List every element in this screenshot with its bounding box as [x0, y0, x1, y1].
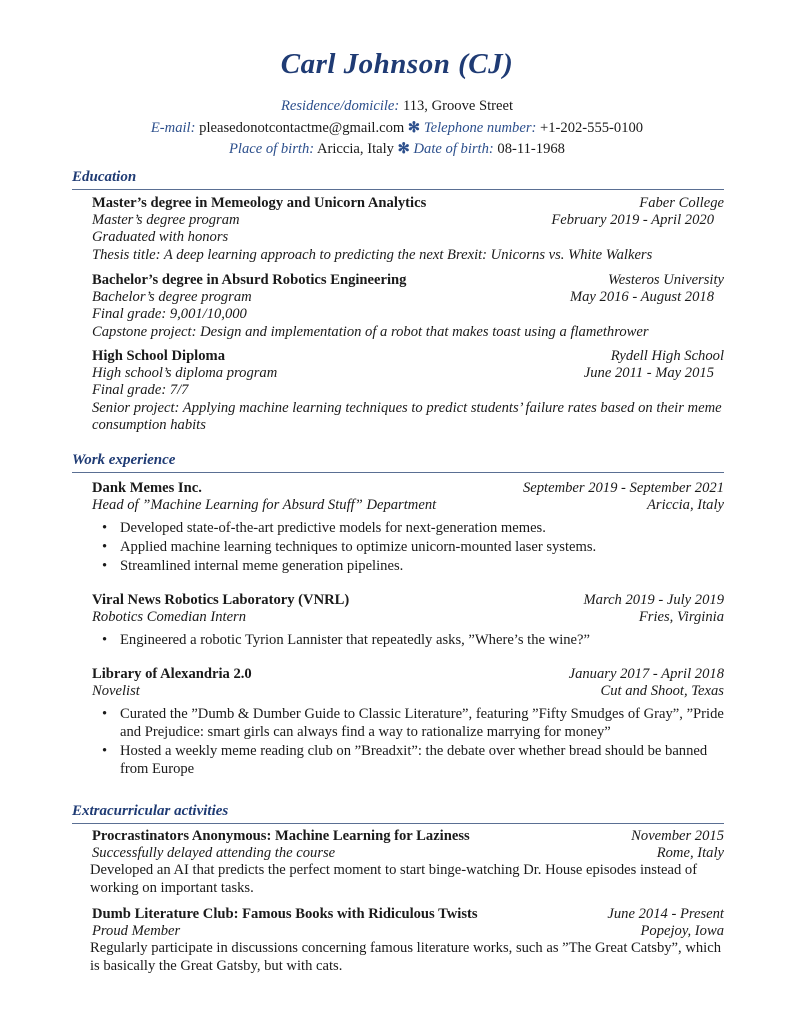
- activity-description: Developed an AI that predicts the perfect moment to start binge-watching Dr. House episodes instead of working on important tasks.: [90, 862, 698, 896]
- program: Master’s degree program: [92, 212, 240, 229]
- dates: February 2019 - April 2020: [551, 212, 714, 229]
- education-detail: Thesis title: A deep learning approach to predicting the next Brexit: Unicorns vs. White Walkers: [92, 246, 653, 263]
- location: Cut and Shoot, Texas: [600, 683, 724, 700]
- education-detail: Graduated with honors: [92, 229, 229, 246]
- bullet-item: • Hosted a weekly meme reading club on ”Breadxit”: the debate over whether bread should be banned from Europe: [120, 742, 724, 778]
- bullet-list: [92, 631, 724, 650]
- work-entry: [92, 666, 724, 779]
- birthdate-label: Date of birth:: [413, 141, 494, 157]
- entry-row: [92, 592, 724, 609]
- program: Bachelor’s degree program: [92, 289, 252, 306]
- degree-title: Master’s degree in Memeology and Unicorn Analytics: [92, 195, 427, 211]
- birthplace-label: Place of birth:: [229, 141, 315, 157]
- extracurricular-section: [72, 802, 724, 824]
- role: Head of ”Machine Learning for Absurd Stuff” Department: [92, 497, 437, 514]
- birth-line: [0, 139, 794, 160]
- dates: March 2019 - July 2019: [583, 592, 724, 608]
- location: Ariccia, Italy: [647, 497, 724, 514]
- dates: June 2011 - May 2015: [583, 365, 714, 382]
- residence-line: [0, 96, 794, 117]
- phone-label: Telephone number:: [423, 120, 537, 136]
- degree-title: Bachelor’s degree in Absurd Robotics Engineering: [92, 272, 407, 288]
- entry-row: [92, 365, 724, 382]
- entry-row: [92, 609, 724, 626]
- email-phone-line: [0, 118, 794, 139]
- role: Successfully delayed attending the course: [92, 845, 336, 862]
- dates: May 2016 - August 2018: [569, 289, 714, 306]
- location: Fries, Virginia: [638, 609, 724, 626]
- location: Popejoy, Iowa: [640, 923, 724, 940]
- institution: Faber College: [639, 195, 724, 211]
- education-detail: Final grade: 9,001/10,000: [92, 306, 247, 323]
- dates: January 2017 - April 2018: [568, 666, 724, 682]
- section-heading: Education: [72, 168, 724, 190]
- education-detail: Final grade: 7/7: [92, 382, 189, 399]
- role: Robotics Comedian Intern: [92, 609, 247, 626]
- entry-row: [92, 828, 724, 845]
- bullet-item: • Applied machine learning techniques to optimize unicorn-mounted laser systems.: [120, 538, 724, 557]
- education-entry: [92, 195, 724, 264]
- entry-row: [92, 497, 724, 514]
- section-heading: Extracurricular activities: [72, 802, 724, 824]
- bullet-item: • Engineered a robotic Tyrion Lannister that repeatedly asks, ”Where’s the wine?”: [120, 631, 724, 650]
- education-detail: Senior project: Applying machine learning techniques to predict students’ failure rates based on their meme consumption habits: [92, 399, 722, 433]
- email-label: E-mail:: [150, 120, 196, 136]
- asterisk-separator-icon: ✻: [407, 120, 421, 136]
- role: Proud Member: [92, 923, 181, 940]
- work-entry: [92, 592, 724, 650]
- activity-description: Regularly participate in discussions concerning famous literature works, such as ”The Great Catsby”, which is basically the Great Gatsby, but with cats.: [90, 940, 721, 974]
- work-entry: [92, 480, 724, 576]
- entry-row: [92, 683, 724, 700]
- phone-value: +1-202-555-0100: [540, 120, 644, 136]
- birthplace-value: Ariccia, Italy: [316, 141, 394, 157]
- dates: September 2019 - September 2021: [522, 480, 724, 496]
- activity-title: Dumb Literature Club: Famous Books with Ridiculous Twists: [92, 906, 478, 922]
- entry-row: [92, 212, 724, 229]
- email-value[interactable]: pleasedonotcontactme@gmail.com: [199, 120, 405, 136]
- entry-row: [92, 348, 724, 365]
- entry-row: [92, 195, 724, 212]
- dates: November 2015: [631, 828, 724, 844]
- entry-row: [92, 272, 724, 289]
- entry-row: [92, 906, 724, 923]
- location: Rome, Italy: [656, 845, 724, 862]
- activity-entry: [92, 906, 724, 975]
- role: Novelist: [92, 683, 140, 700]
- work-section: [72, 451, 724, 473]
- program: High school’s diploma program: [92, 365, 278, 382]
- entry-row: [92, 666, 724, 683]
- education-entry: [92, 272, 724, 341]
- residence-value: 113, Groove Street: [402, 98, 514, 114]
- cv-name: Carl Johnson (CJ): [280, 48, 514, 80]
- entry-row: [92, 289, 724, 306]
- dates: June 2014 - Present: [607, 906, 724, 922]
- activity-entry: [92, 828, 724, 897]
- degree-title: High School Diploma: [92, 348, 225, 364]
- residence-label: Residence/domicile:: [280, 98, 400, 114]
- institution: Westeros University: [607, 272, 724, 288]
- education-detail: Capstone project: Design and implementation of a robot that makes toast using a flamethrower: [92, 323, 649, 340]
- institution: Rydell High School: [610, 348, 724, 364]
- activity-title: Procrastinators Anonymous: Machine Learning for Laziness: [92, 828, 470, 844]
- entry-row: [92, 480, 724, 497]
- bullet-list: [92, 705, 724, 778]
- company: Dank Memes Inc.: [92, 480, 202, 496]
- company: Library of Alexandria 2.0: [92, 666, 252, 682]
- education-entry: [92, 348, 724, 434]
- entry-row: [92, 923, 724, 940]
- birthdate-value: 08-11-1968: [497, 141, 565, 157]
- entry-row: [92, 845, 724, 862]
- education-section: [72, 168, 724, 190]
- asterisk-separator-icon: ✻: [397, 141, 410, 157]
- bullet-item: • Developed state-of-the-art predictive models for next-generation memes.: [120, 519, 724, 538]
- bullet-list: [92, 519, 724, 576]
- bullet-item: • Streamlined internal meme generation pipelines.: [120, 557, 724, 576]
- bullet-item: • Curated the ”Dumb & Dumber Guide to Classic Literature”, featuring ”Fifty Smudges of Gray”, ”Pride and Prejudice: smart girls can always find a way to rationalize marrying for money”: [120, 705, 724, 741]
- company: Viral News Robotics Laboratory (VNRL): [92, 592, 350, 608]
- section-heading: Work experience: [72, 451, 724, 473]
